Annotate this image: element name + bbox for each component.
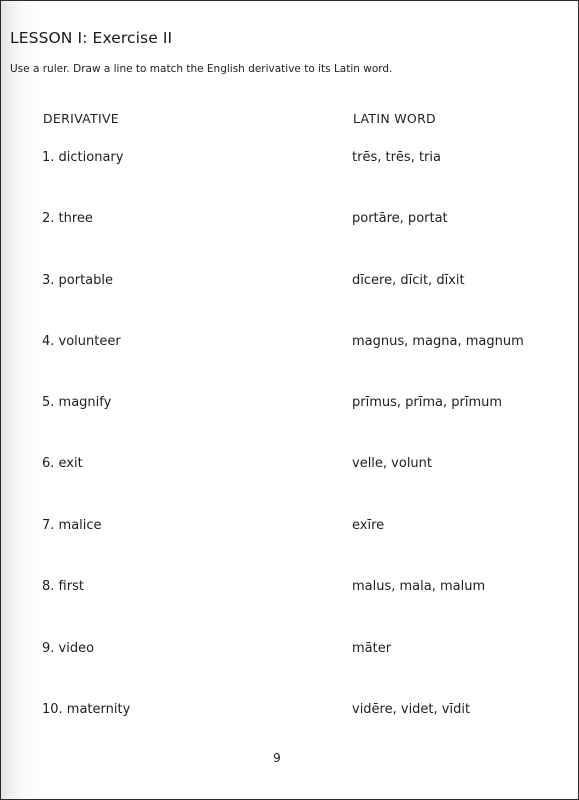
match-row (1, 702, 578, 722)
match-row (1, 456, 578, 476)
match-row (1, 211, 578, 231)
latin-word-item: malus, mala, malum (352, 579, 486, 594)
lesson-title: LESSON I: Exercise II (10, 29, 173, 47)
latin-word-item: māter (352, 641, 392, 656)
latin-word-item: portāre, portat (352, 211, 448, 226)
latin-word-item: exīre (352, 518, 385, 533)
match-row (1, 334, 578, 354)
latin-word-column-header: LATIN WORD (353, 111, 436, 126)
derivative-item: 7. malice (42, 518, 102, 533)
derivative-item: 9. video (42, 641, 95, 656)
instructions-text: Use a ruler. Draw a line to match the English derivative to its Latin word. (10, 63, 393, 75)
latin-word-item: prīmus, prīma, prīmum (352, 395, 503, 410)
latin-word-item: vidēre, videt, vīdit (352, 702, 471, 717)
match-row (1, 273, 578, 293)
derivative-item: 5. magnify (42, 395, 112, 410)
latin-word-item: dīcere, dīcit, dīxit (352, 273, 465, 288)
latin-word-item: trēs, trēs, tria (352, 150, 441, 165)
match-row (1, 641, 578, 661)
page-number: 9 (273, 751, 281, 765)
match-row (1, 518, 578, 538)
derivative-item: 1. dictionary (42, 150, 124, 165)
derivative-item: 3. portable (42, 273, 114, 288)
derivative-item: 8. first (42, 579, 84, 594)
latin-word-item: magnus, magna, magnum (352, 334, 524, 349)
derivative-column-header: DERIVATIVE (43, 111, 119, 126)
derivative-item: 6. exit (42, 456, 83, 471)
match-row (1, 579, 578, 599)
derivative-item: 4. volunteer (42, 334, 121, 349)
derivative-item: 2. three (42, 211, 93, 226)
match-row (1, 150, 578, 170)
latin-word-item: velle, volunt (352, 456, 433, 471)
match-row (1, 395, 578, 415)
derivative-item: 10. maternity (42, 702, 131, 717)
